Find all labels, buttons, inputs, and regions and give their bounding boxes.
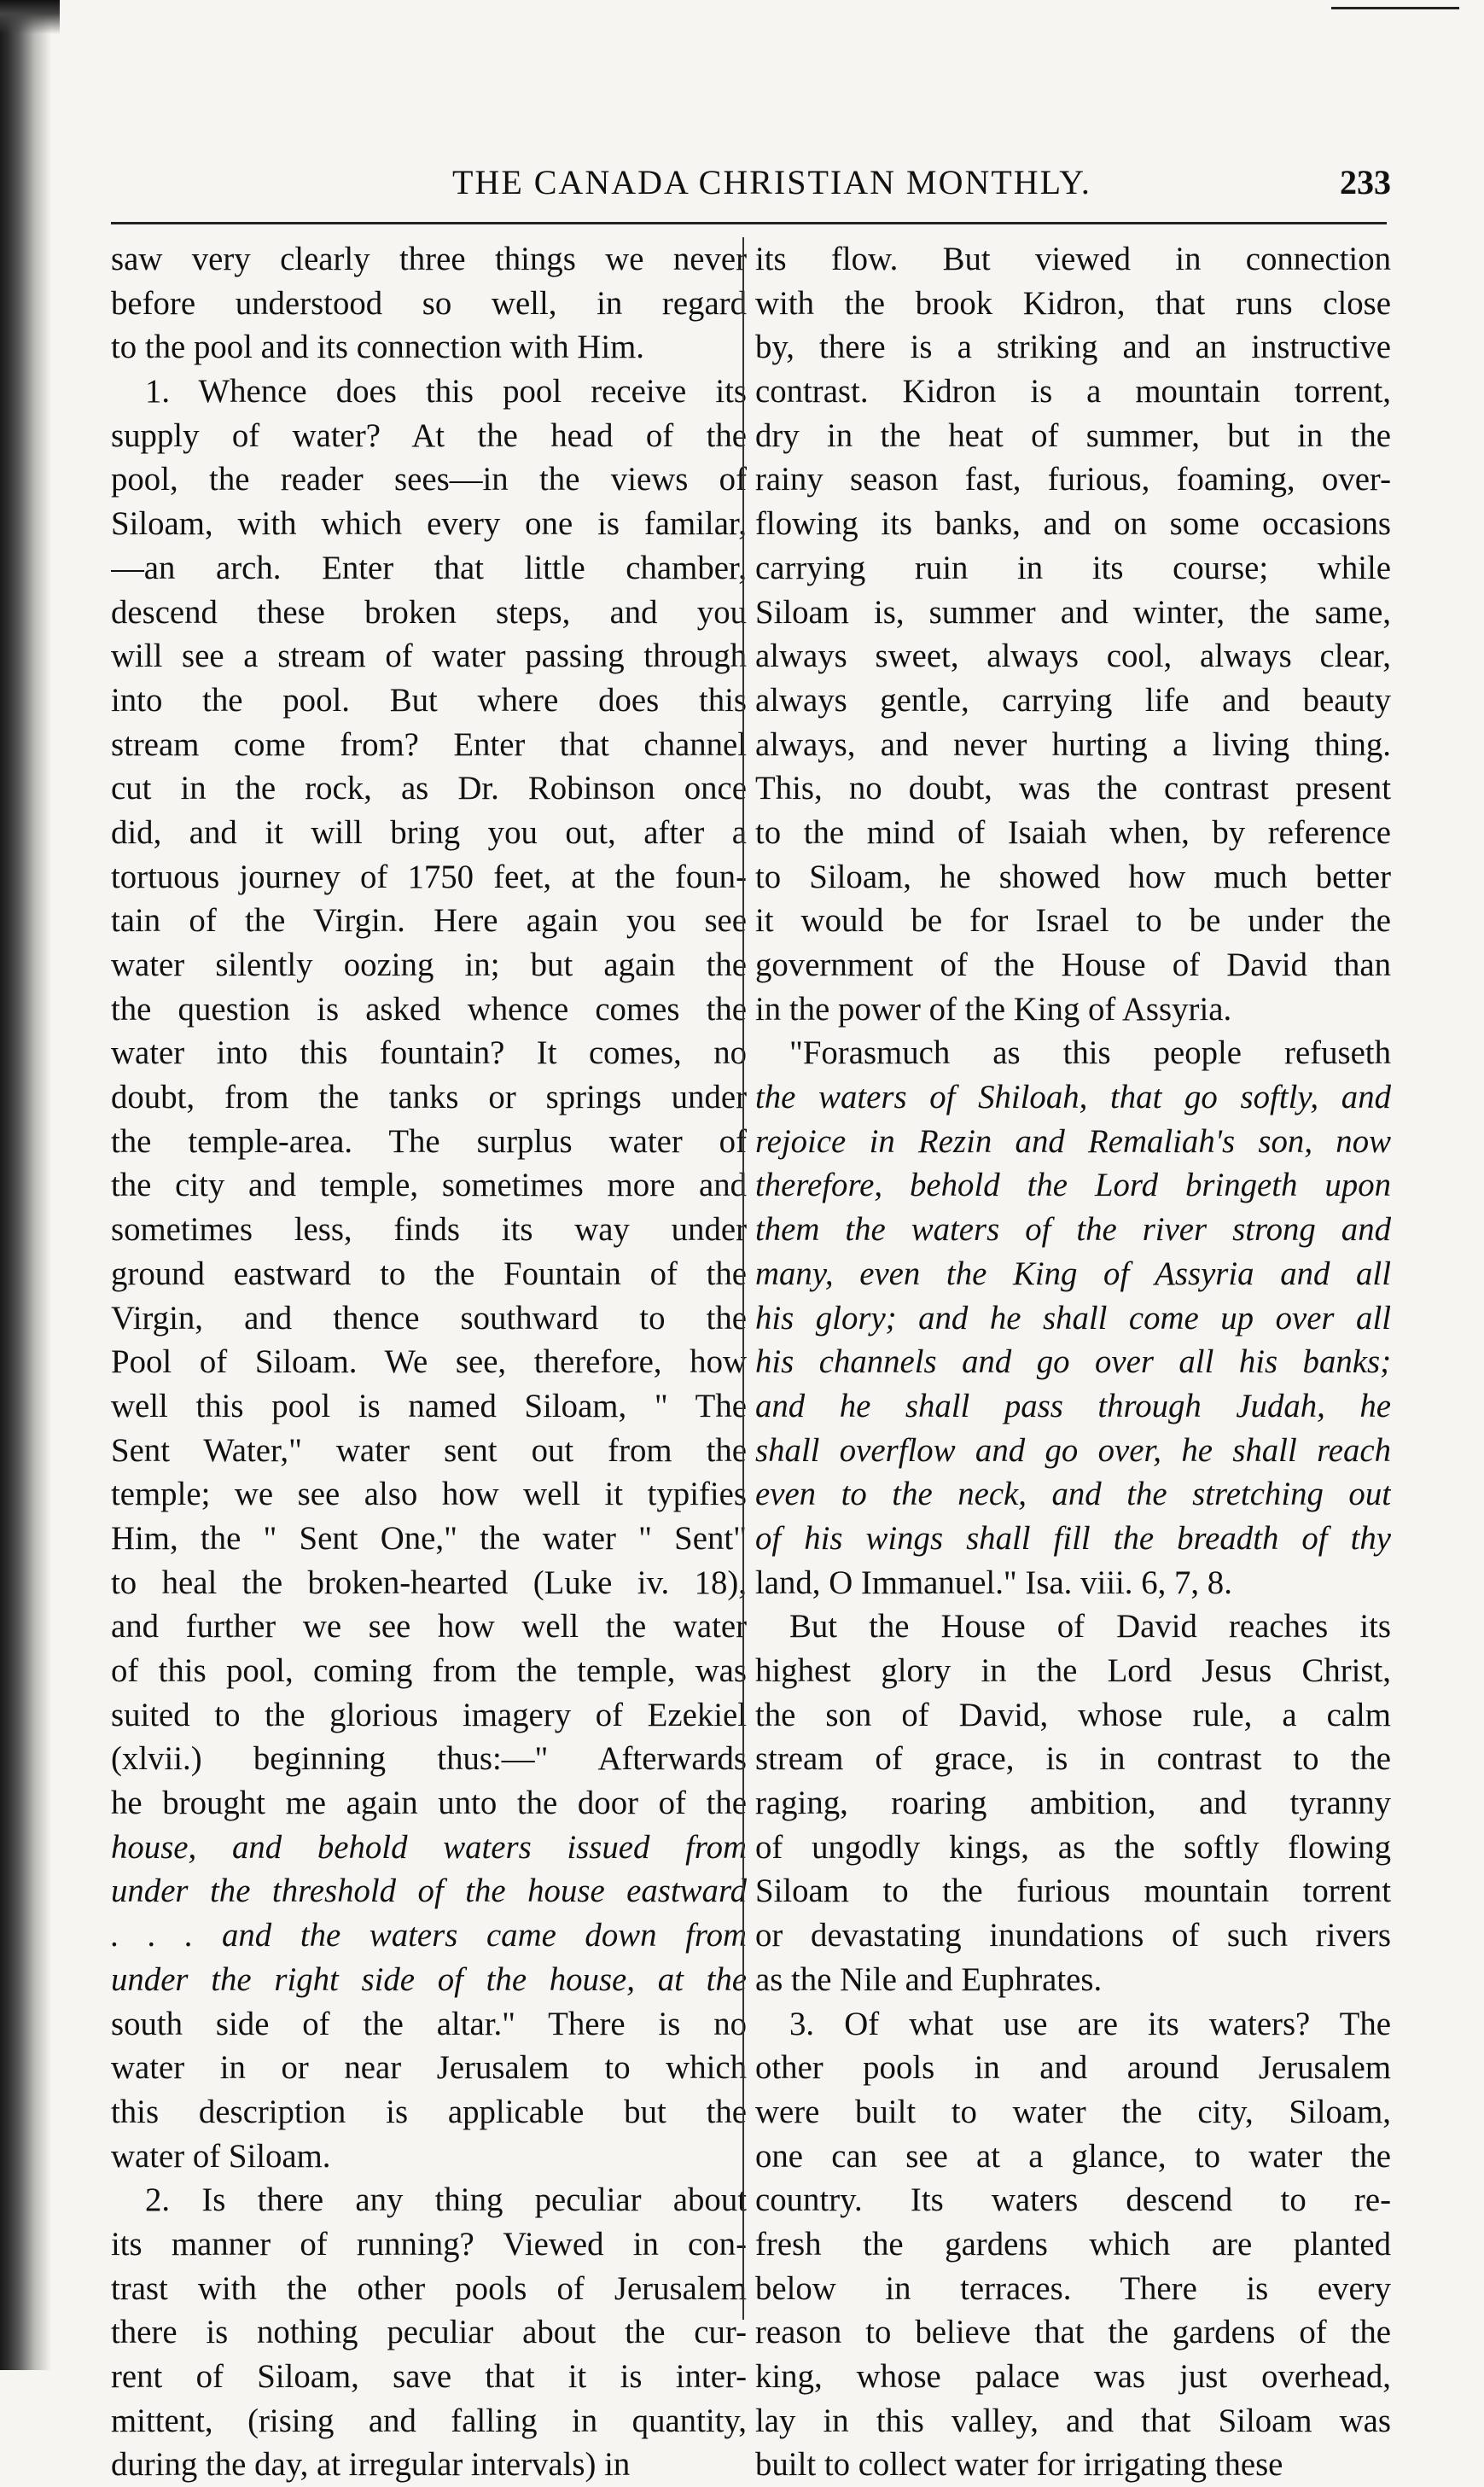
text-line: water of Siloam. (111, 2137, 331, 2175)
text-line: Him, the " Sent One," the water " Sent" (111, 1519, 747, 1557)
text-line: and further we see how well the water (111, 1608, 747, 1645)
text-line: always sweet, always cool, always clear, (755, 638, 1391, 675)
text-line: saw very clearly three things we never (111, 241, 747, 277)
text-line: house, and behold waters issued from (111, 1828, 747, 1866)
text-line: Virgin, and thence southward to the (111, 1299, 747, 1337)
text-line: the city and temple, sometimes more and (111, 1167, 747, 1204)
page-header (111, 162, 1391, 213)
text-line: rejoice in Rezin and Remaliah's son, now (755, 1122, 1391, 1160)
text-line: 3. Of what use are its waters? The (789, 2005, 1391, 2042)
text-line: always gentle, carrying life and beauty (755, 681, 1391, 719)
text-line: the son of David, whose rule, a calm (755, 1696, 1391, 1733)
text-line: of this pool, coming from the temple, was (111, 1652, 747, 1689)
text-line: its flow. But viewed in connection (755, 241, 1391, 277)
text-line: shall overflow and go over, he shall reach (755, 1431, 1391, 1469)
text-line: under the threshold of the house eastward (111, 1873, 747, 1910)
text-line: to the pool and its connection with Him. (111, 329, 644, 366)
text-line: to the mind of Isaiah when, by reference (755, 813, 1391, 851)
right-column (755, 237, 1391, 2487)
text-line: trast with the other pools of Jerusalem (111, 2269, 747, 2307)
text-line: them the waters of the river strong and (755, 1211, 1391, 1249)
text-line: the temple-area. The surplus water of (111, 1122, 747, 1160)
text-line: well this pool is named Siloam, " The (111, 1387, 747, 1424)
text-line: 1. Whence does this pool receive its (145, 373, 747, 411)
text-line: other pools in and around Jerusalem (755, 2049, 1391, 2087)
text-line: ground eastward to the Fountain of the (111, 1255, 747, 1292)
text-line: his glory; and he shall come up over all (755, 1299, 1391, 1337)
text-line: sometimes less, finds its way under (111, 1211, 747, 1249)
header-rule (111, 222, 1387, 224)
text-line: rent of Siloam, save that it is inter- (111, 2358, 747, 2395)
text-line: did, and it will bring you out, after a (111, 813, 747, 851)
text-line: supply of water? At the head of the (111, 416, 747, 454)
text-line: water in or near Jerusalem to which (111, 2049, 747, 2087)
text-line: one can see at a glance, to water the (755, 2137, 1391, 2175)
text-line: lay in this valley, and that Siloam was (755, 2402, 1391, 2439)
text-line: of his wings shall fill the breadth of thy (755, 1519, 1391, 1557)
text-line: —an arch. Enter that little chamber, (111, 549, 747, 586)
top-edge-mark (1331, 7, 1459, 9)
text-line: contrast. Kidron is a mountain torrent, (755, 373, 1391, 411)
text-line: king, whose palace was just overhead, (755, 2358, 1391, 2395)
text-line: he brought me again unto the door of the (111, 1785, 747, 1822)
text-line: therefore, behold the Lord bringeth upon (755, 1167, 1391, 1204)
text-line: highest glory in the Lord Jesus Christ, (755, 1652, 1391, 1689)
book-spine-shadow (0, 0, 51, 2370)
text-line: doubt, from the tanks or springs under (111, 1079, 747, 1116)
text-line: rainy season fast, furious, foaming, over- (755, 461, 1391, 498)
text-line: many, even the King of Assyria and all (755, 1255, 1391, 1292)
text-line: carrying ruin in its course; while (755, 549, 1391, 586)
text-line: his channels and go over all his banks; (755, 1343, 1391, 1381)
text-line: stream of grace, is in contrast to the (755, 1740, 1391, 1778)
text-line: cut in the rock, as Dr. Robinson once (111, 770, 747, 807)
text-line: raging, roaring ambition, and tyranny (755, 1785, 1391, 1822)
text-line: fresh the gardens which are planted (755, 2225, 1391, 2263)
text-line: Pool of Siloam. We see, therefore, how (111, 1343, 747, 1381)
text-line: by, there is a striking and an instructive (755, 329, 1391, 366)
text-line: of ungodly kings, as the softly flowing (755, 1828, 1391, 1866)
text-line: flowing its banks, and on some occasions (755, 505, 1391, 543)
text-line: Siloam, with which every one is familar, (111, 505, 747, 543)
text-line: reason to believe that the gardens of the (755, 2314, 1391, 2351)
text-line: built to collect water for irrigating these (755, 2446, 1283, 2484)
text-line: were built to water the city, Siloam, (755, 2093, 1391, 2130)
left-column (111, 237, 747, 2487)
running-head: THE CANADA CHRISTIAN MONTHLY. (452, 163, 1091, 201)
text-line: before understood so well, in regard (111, 284, 747, 322)
text-line: its manner of running? Viewed in con- (111, 2225, 747, 2263)
text-line: this description is applicable but the (111, 2093, 747, 2130)
text-line: . . . and the waters came down from (111, 1917, 747, 1954)
text-line: Siloam is, summer and winter, the same, (755, 593, 1391, 631)
text-line: always, and never hurting a living thing. (755, 725, 1391, 763)
text-line: "Forasmuch as this people refuseth (789, 1034, 1391, 1072)
text-line: will see a stream of water passing through (111, 638, 747, 675)
text-line: land, O Immanuel." Isa. viii. 6, 7, 8. (755, 1564, 1232, 1601)
text-line: under the right side of the house, at the (111, 1960, 747, 1998)
text-line: mittent, (rising and falling in quantity, (111, 2402, 747, 2439)
text-line: tortuous journey of 1750 feet, at the foun- (111, 858, 747, 895)
text-line: to Siloam, he showed how much better (755, 858, 1391, 895)
page-number: 233 (1340, 163, 1391, 201)
text-line: as the Nile and Euphrates. (755, 1960, 1103, 1998)
column-divider (742, 237, 744, 2320)
text-line: even to the neck, and the stretching out (755, 1476, 1391, 1513)
text-line: to heal the broken-hearted (Luke iv. 18), (111, 1564, 747, 1601)
text-line: south side of the altar." There is no (111, 2005, 747, 2042)
text-line: stream come from? Enter that channel (111, 725, 747, 763)
text-line: temple; we see also how well it typifies (111, 1476, 747, 1513)
text-line: water into this fountain? It comes, no (111, 1034, 747, 1072)
text-line: tain of the Virgin. Here again you see (111, 902, 747, 940)
text-line: during the day, at irregular intervals) in (111, 2446, 631, 2484)
text-line: But the House of David reaches its (789, 1608, 1391, 1645)
text-line: water silently oozing in; but again the (111, 946, 747, 983)
text-line: pool, the reader sees—in the views of (111, 461, 747, 498)
text-line: 2. Is there any thing peculiar about (145, 2181, 747, 2219)
text-line: or devastating inundations of such rivers (755, 1917, 1391, 1954)
text-line: into the pool. But where does this (111, 681, 747, 719)
text-line: government of the House of David than (755, 946, 1391, 983)
text-line: and he shall pass through Judah, he (755, 1387, 1391, 1424)
text-line: (xlvii.) beginning thus:—" Afterwards (111, 1740, 747, 1778)
text-line: there is nothing peculiar about the cur- (111, 2314, 747, 2351)
text-line: Siloam to the furious mountain torrent (755, 1873, 1391, 1910)
text-line: country. Its waters descend to re- (755, 2181, 1391, 2219)
text-line: the waters of Shiloah, that go softly, and (755, 1079, 1391, 1116)
text-line: This, no doubt, was the contrast present (755, 770, 1391, 807)
text-line: in the power of the King of Assyria. (755, 990, 1232, 1028)
page-corner-shadow (0, 0, 60, 34)
text-line: descend these broken steps, and you (111, 593, 747, 631)
text-line: Sent Water," water sent out from the (111, 1431, 747, 1469)
text-line: dry in the heat of summer, but in the (755, 416, 1391, 454)
text-line: it would be for Israel to be under the (755, 902, 1391, 940)
text-line: with the brook Kidron, that runs close (755, 284, 1391, 322)
text-line: below in terraces. There is every (755, 2269, 1391, 2307)
text-line: suited to the glorious imagery of Ezekiel (111, 1696, 747, 1733)
text-line: the question is asked whence comes the (111, 990, 747, 1028)
